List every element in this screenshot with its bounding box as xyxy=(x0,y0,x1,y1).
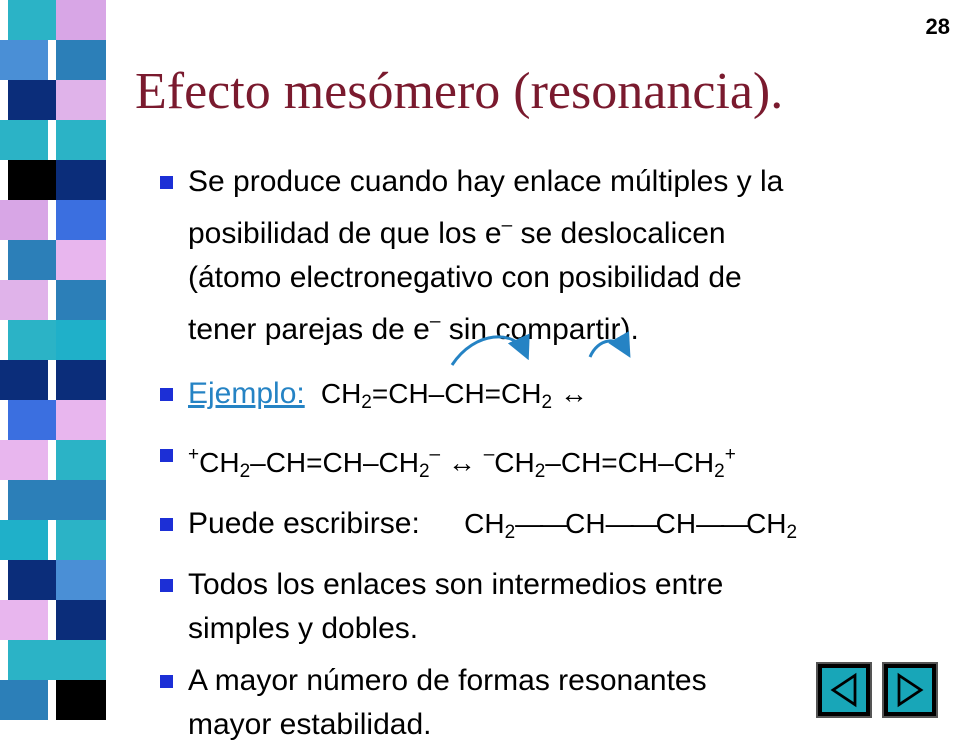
slide-title: Efecto mesómero (resonancia). xyxy=(135,63,784,120)
strip-block xyxy=(56,560,106,600)
slide-number: 28 xyxy=(925,14,950,39)
strip-block xyxy=(56,320,106,360)
strip-block xyxy=(56,520,106,560)
bullet-marker xyxy=(160,388,173,401)
strip-block xyxy=(0,600,48,640)
play-icon xyxy=(888,668,932,712)
bullet-todos xyxy=(160,563,920,651)
bullet-produce xyxy=(160,160,920,352)
strip-block xyxy=(0,680,48,720)
strip-block xyxy=(8,0,56,40)
strip-block xyxy=(56,280,106,320)
bullet-line: mayor estabilidad. xyxy=(188,708,432,741)
strip-block xyxy=(56,640,106,680)
strip-block xyxy=(56,400,106,440)
strip-block xyxy=(0,440,48,480)
puede-label: Puede escribirse: xyxy=(188,507,420,540)
bullet-line: posibilidad de que los e– se deslocalicen xyxy=(188,215,726,250)
strip-block xyxy=(56,80,106,120)
strip-block xyxy=(56,40,106,80)
bullet-line: A mayor número de formas resonantes xyxy=(188,664,707,697)
play-reverse-icon xyxy=(822,668,866,712)
bullet-line: simples y dobles. xyxy=(188,612,419,645)
strip-block xyxy=(0,120,48,160)
strip-block xyxy=(56,440,106,480)
puede-formula: $CH_2——CH——CH——CH_2$ xyxy=(464,508,798,543)
bullet-line: (átomo electronegativo con posibilidad de xyxy=(188,261,742,294)
strip-block xyxy=(0,520,48,560)
strip-block xyxy=(0,200,48,240)
bullet-marker xyxy=(160,579,173,592)
example-link[interactable]: Ejemplo: xyxy=(188,377,305,410)
strip-block xyxy=(8,80,56,120)
bullet-marker xyxy=(160,518,173,531)
strip-block xyxy=(0,360,48,400)
resonance-formula: $^+CH_2-CH=CH-CH_2^-$ ↔ $^-CH_2-CH=CH-CH_2^+$ xyxy=(188,444,736,482)
strip-block xyxy=(56,160,106,200)
strip-block xyxy=(56,240,106,280)
bullet-resonance xyxy=(160,433,920,494)
bullet-puede xyxy=(160,502,920,555)
strip-block xyxy=(8,320,56,360)
bullet-list xyxy=(160,160,920,747)
strip-block xyxy=(0,280,48,320)
bullet-marker xyxy=(160,449,173,462)
strip-block xyxy=(56,360,106,400)
bullet-example xyxy=(160,372,920,425)
strip-block xyxy=(8,480,56,520)
strip-block xyxy=(56,0,106,40)
strip-block xyxy=(56,680,106,720)
decorative-strip xyxy=(0,0,110,720)
bullet-line: tener parejas de e– sin compartir). xyxy=(188,311,639,346)
strip-block xyxy=(8,240,56,280)
bullet-mayor xyxy=(160,659,920,747)
strip-block xyxy=(56,120,106,160)
next-slide-button[interactable] xyxy=(882,662,938,718)
strip-block xyxy=(8,640,56,680)
strip-block xyxy=(56,200,106,240)
previous-slide-button[interactable] xyxy=(816,662,872,718)
bullet-marker xyxy=(160,675,173,688)
strip-block xyxy=(56,600,106,640)
example-formula: $CH_2=CH-CH=CH_2$ ↔ xyxy=(313,378,588,413)
strip-block xyxy=(8,560,56,600)
strip-block xyxy=(56,480,106,520)
bullet-line: Todos los enlaces son intermedios entre xyxy=(188,568,724,601)
strip-block xyxy=(0,40,48,80)
strip-block xyxy=(8,400,56,440)
strip-block xyxy=(8,160,56,200)
bullet-marker xyxy=(160,176,173,189)
bullet-line: Se produce cuando hay enlace múltiples y la xyxy=(188,165,784,198)
